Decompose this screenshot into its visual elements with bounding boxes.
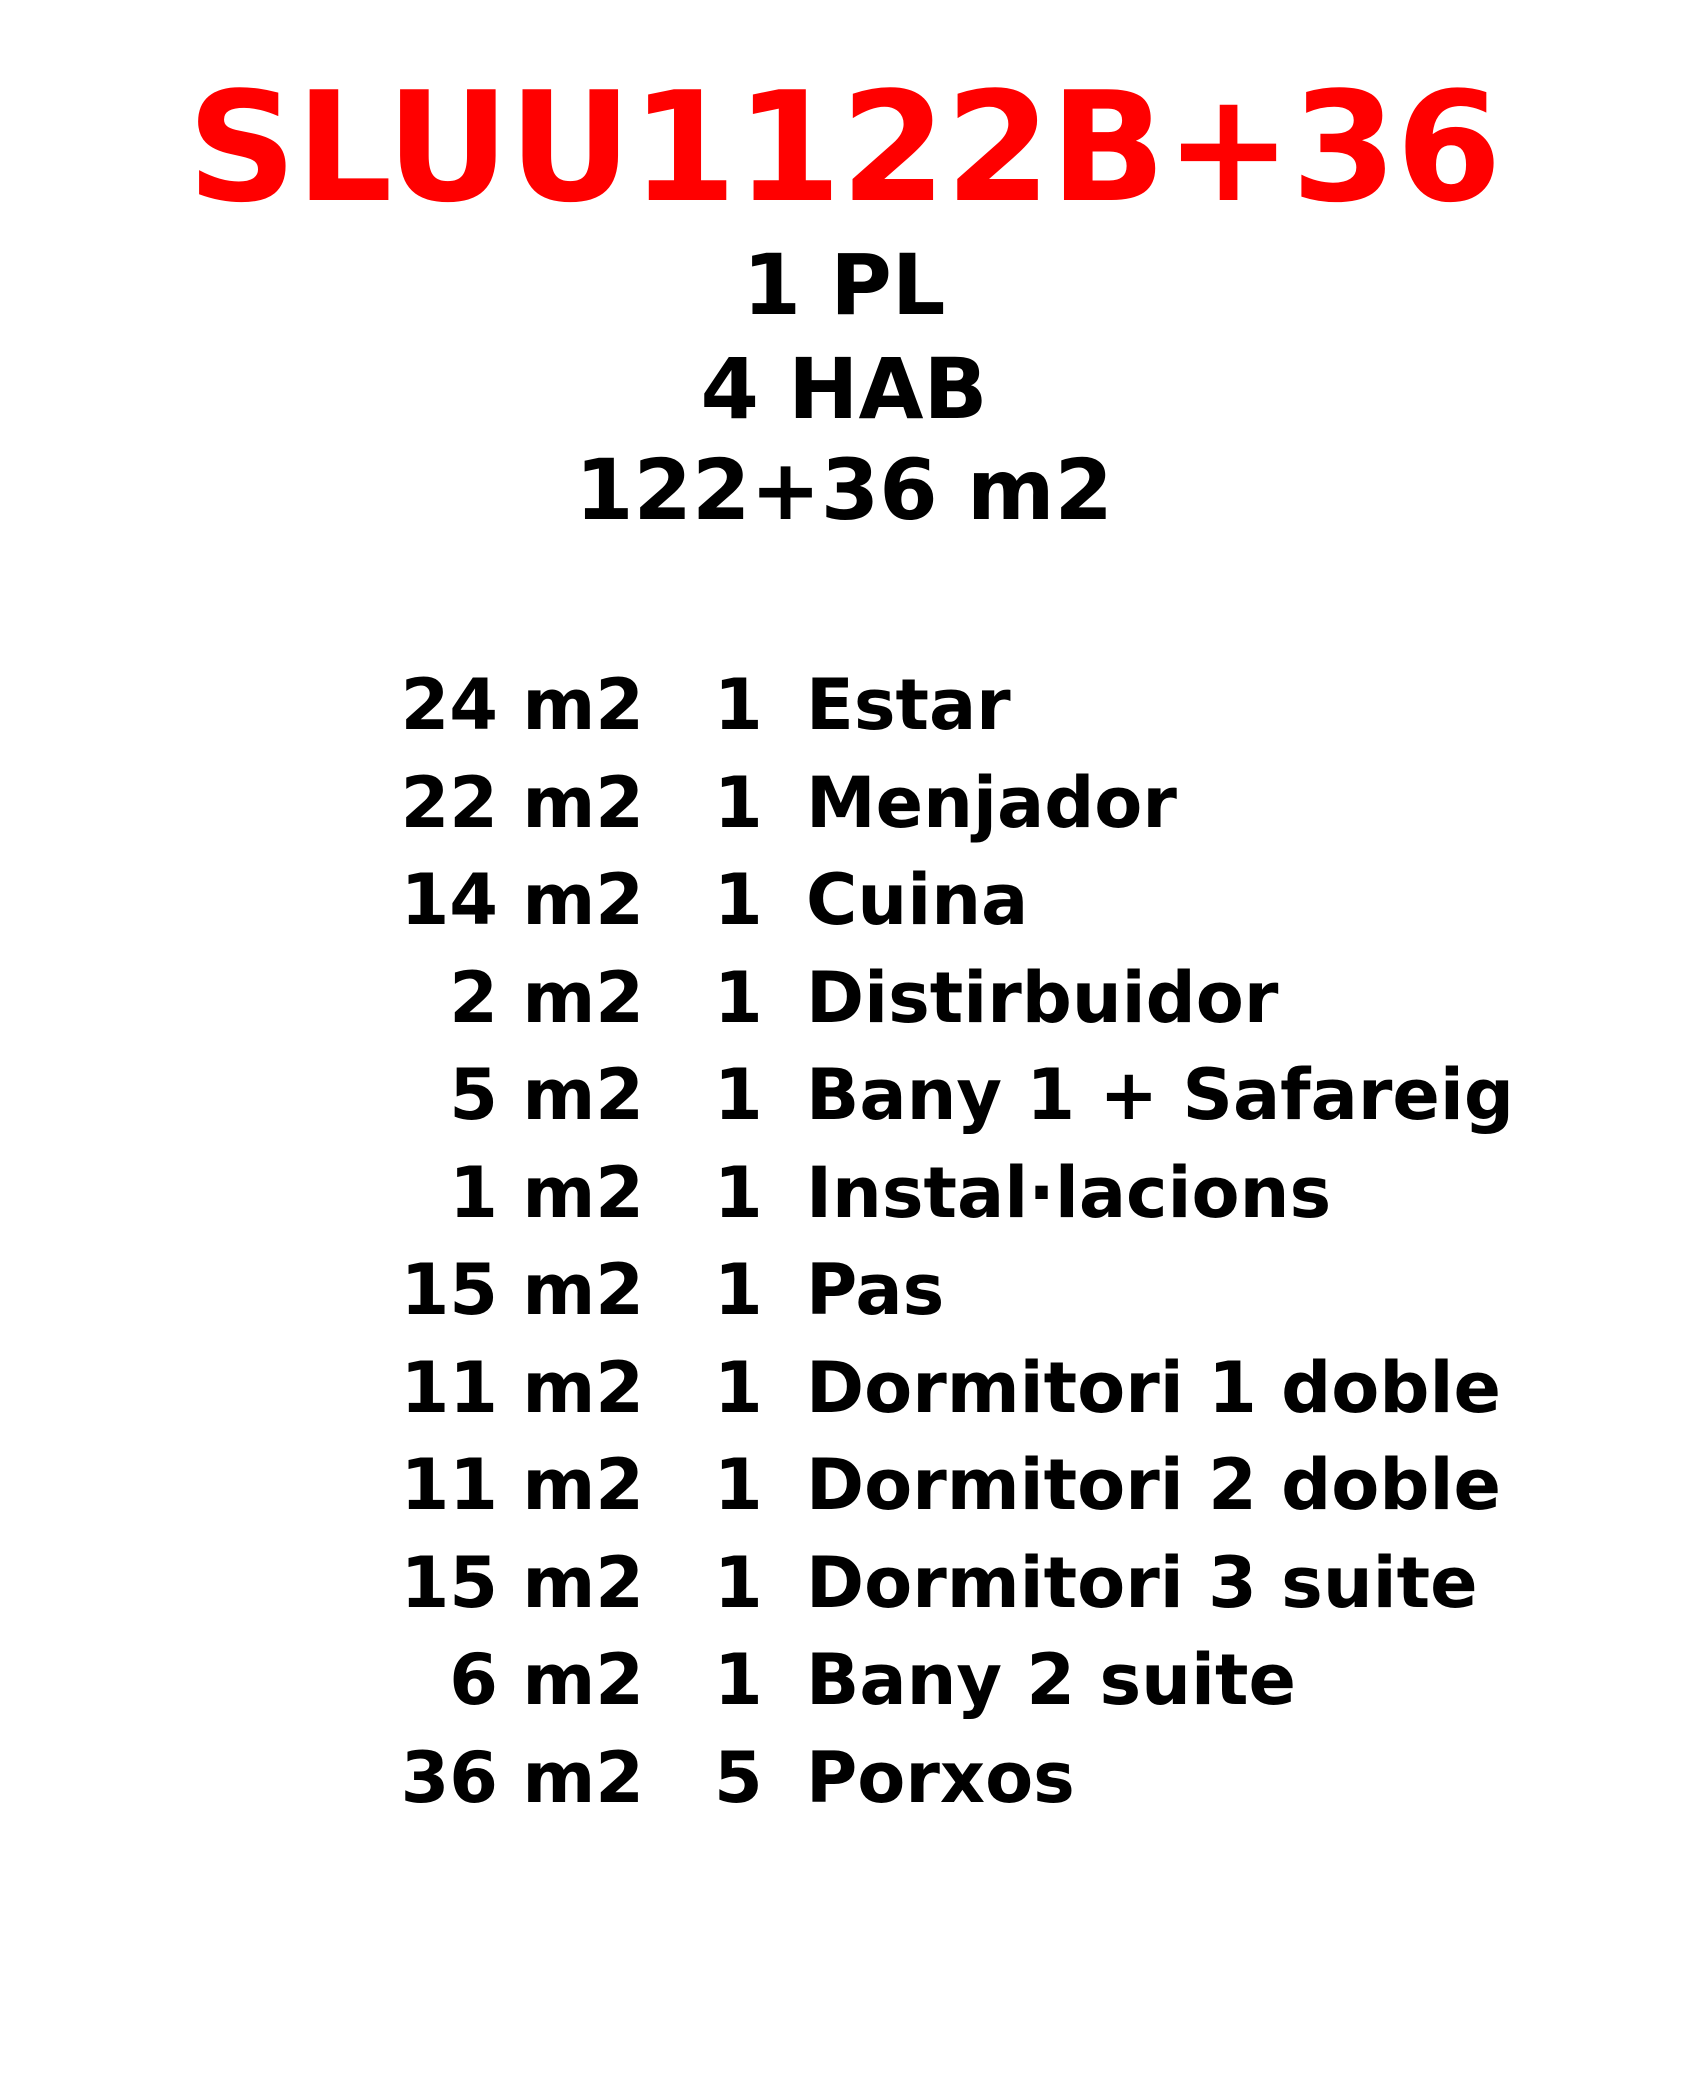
- room-name: Bany 1 + Safareig: [806, 1054, 1514, 1136]
- room-row: [0, 657, 1688, 753]
- room-area: 14 m2: [400, 859, 644, 941]
- room-area: 15 m2: [400, 1541, 644, 1624]
- room-row: [0, 950, 1688, 1046]
- room-count: 1: [714, 664, 763, 746]
- room-name: Porxos: [806, 1736, 1075, 1819]
- room-row: [0, 1242, 1688, 1338]
- room-name: Cuina: [806, 859, 1029, 941]
- total-area-label: 122+36 m2: [575, 441, 1113, 539]
- room-count: 5: [714, 1736, 763, 1819]
- room-count: 1: [714, 859, 763, 941]
- model-code: SLUU1122B+36: [187, 59, 1501, 236]
- room-row: [0, 1632, 1688, 1728]
- room-count: 1: [714, 1639, 763, 1721]
- room-area: 11 m2: [400, 1346, 644, 1429]
- floors-label: 1 PL: [742, 236, 946, 334]
- room-row: [0, 1047, 1688, 1143]
- room-count: 1: [714, 956, 763, 1039]
- room-count: 1: [714, 1151, 763, 1234]
- room-count: 1: [714, 1249, 763, 1331]
- room-row: [0, 1340, 1688, 1436]
- room-count: 1: [714, 1054, 763, 1136]
- bedrooms-label: 4 HAB: [700, 340, 988, 438]
- room-row: [0, 1535, 1688, 1631]
- room-row: [0, 755, 1688, 851]
- room-area: 6 m2: [449, 1639, 644, 1721]
- room-area: 1 m2: [449, 1151, 644, 1234]
- room-area: 22 m2: [400, 761, 644, 844]
- room-area: 15 m2: [400, 1249, 644, 1331]
- room-name: Instal·lacions: [806, 1151, 1332, 1234]
- room-name: Distirbuidor: [806, 956, 1279, 1039]
- room-area: 5 m2: [449, 1054, 644, 1136]
- room-row: [0, 1730, 1688, 1826]
- room-name: Dormitori 3 suite: [806, 1541, 1478, 1624]
- room-count: 1: [714, 1444, 763, 1526]
- room-row: [0, 1437, 1688, 1533]
- room-count: 1: [714, 1541, 763, 1624]
- room-row: [0, 852, 1688, 948]
- room-area: 2 m2: [449, 956, 644, 1039]
- room-name: Dormitori 2 doble: [806, 1444, 1501, 1526]
- room-name: Dormitori 1 doble: [806, 1346, 1501, 1429]
- room-count: 1: [714, 761, 763, 844]
- room-name: Bany 2 suite: [806, 1639, 1296, 1721]
- room-area: 11 m2: [400, 1444, 644, 1526]
- room-area: 24 m2: [400, 664, 644, 746]
- room-name: Estar: [806, 664, 1011, 746]
- room-count: 1: [714, 1346, 763, 1429]
- room-area: 36 m2: [400, 1736, 644, 1819]
- room-name: Pas: [806, 1249, 945, 1331]
- room-row: [0, 1145, 1688, 1241]
- room-name: Menjador: [806, 761, 1177, 844]
